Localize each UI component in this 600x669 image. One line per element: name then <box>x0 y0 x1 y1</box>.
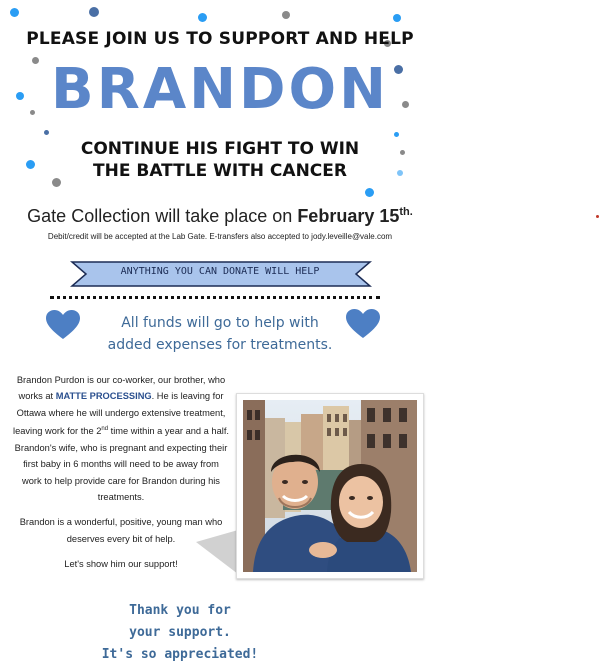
story-paragraph: Let's show him our support! <box>64 559 178 570</box>
decorative-dot <box>393 14 401 22</box>
decorative-dot <box>282 11 290 19</box>
payment-note: Debit/credit will be accepted at the Lab Gate. E-transfers also accepted to jody.leveille@vale.com <box>47 232 393 241</box>
story-paragraph: Brandon is a wonderful, positive, young man who deserves every bit of help. <box>19 517 223 544</box>
decorative-dot <box>198 13 207 22</box>
decorative-dot <box>44 130 49 135</box>
decorative-dot <box>365 188 374 197</box>
funds-message <box>70 312 370 356</box>
company-name: MATTE PROCESSING <box>55 391 152 402</box>
couple-photo-image <box>243 400 417 572</box>
story-paragraph <box>12 372 230 505</box>
thank-you-message <box>60 600 300 666</box>
headline-sub-line1: CONTINUE HIS FIGHT TO WIN <box>80 139 360 159</box>
thanks-line1: Thank you for <box>129 603 231 618</box>
collection-prefix: Gate Collection will take place on <box>27 206 298 226</box>
story-text-part: Brandon Purdon is our co-worker, our brother, who works at <box>16 375 226 402</box>
couple-photo <box>236 393 424 579</box>
stray-mark <box>596 215 599 218</box>
headline-name: BRANDON <box>51 57 389 122</box>
headline-sub <box>0 138 440 182</box>
decorative-dot <box>89 7 99 17</box>
decorative-dot <box>10 8 19 17</box>
headline-top: PLEASE JOIN US TO SUPPORT AND HELP <box>26 29 414 49</box>
story-text-part: time within a year and a half. Brandon's wife, who is pregnant and expecting their first baby in 6 months will need to be away from work to help provide care for Brandon during his treatments. <box>14 426 229 502</box>
thanks-line2: your support. <box>129 625 231 640</box>
photo-shadow-triangle <box>196 530 240 580</box>
heart-icon <box>345 308 381 340</box>
decorative-dot <box>394 132 399 137</box>
thanks-line3: It's so appreciated! <box>101 647 259 662</box>
dotted-divider <box>50 296 380 299</box>
funds-line2: added expenses for treatments. <box>107 337 333 353</box>
ordinal-suffix: nd <box>101 426 109 433</box>
story-text-part: . He is leaving for Ottawa where he will undergo extensive treatment, leaving work for the 2 <box>13 391 226 437</box>
collection-date-suffix: th. <box>399 206 413 218</box>
collection-line <box>0 206 440 227</box>
headline-sub-line2: THE BATTLE WITH CANCER <box>93 161 347 181</box>
donate-banner-text: ANYTHING YOU CAN DONATE WILL HELP <box>120 266 320 277</box>
collection-date: February 15 <box>297 206 400 226</box>
funds-line1: All funds will go to help with <box>121 315 319 331</box>
